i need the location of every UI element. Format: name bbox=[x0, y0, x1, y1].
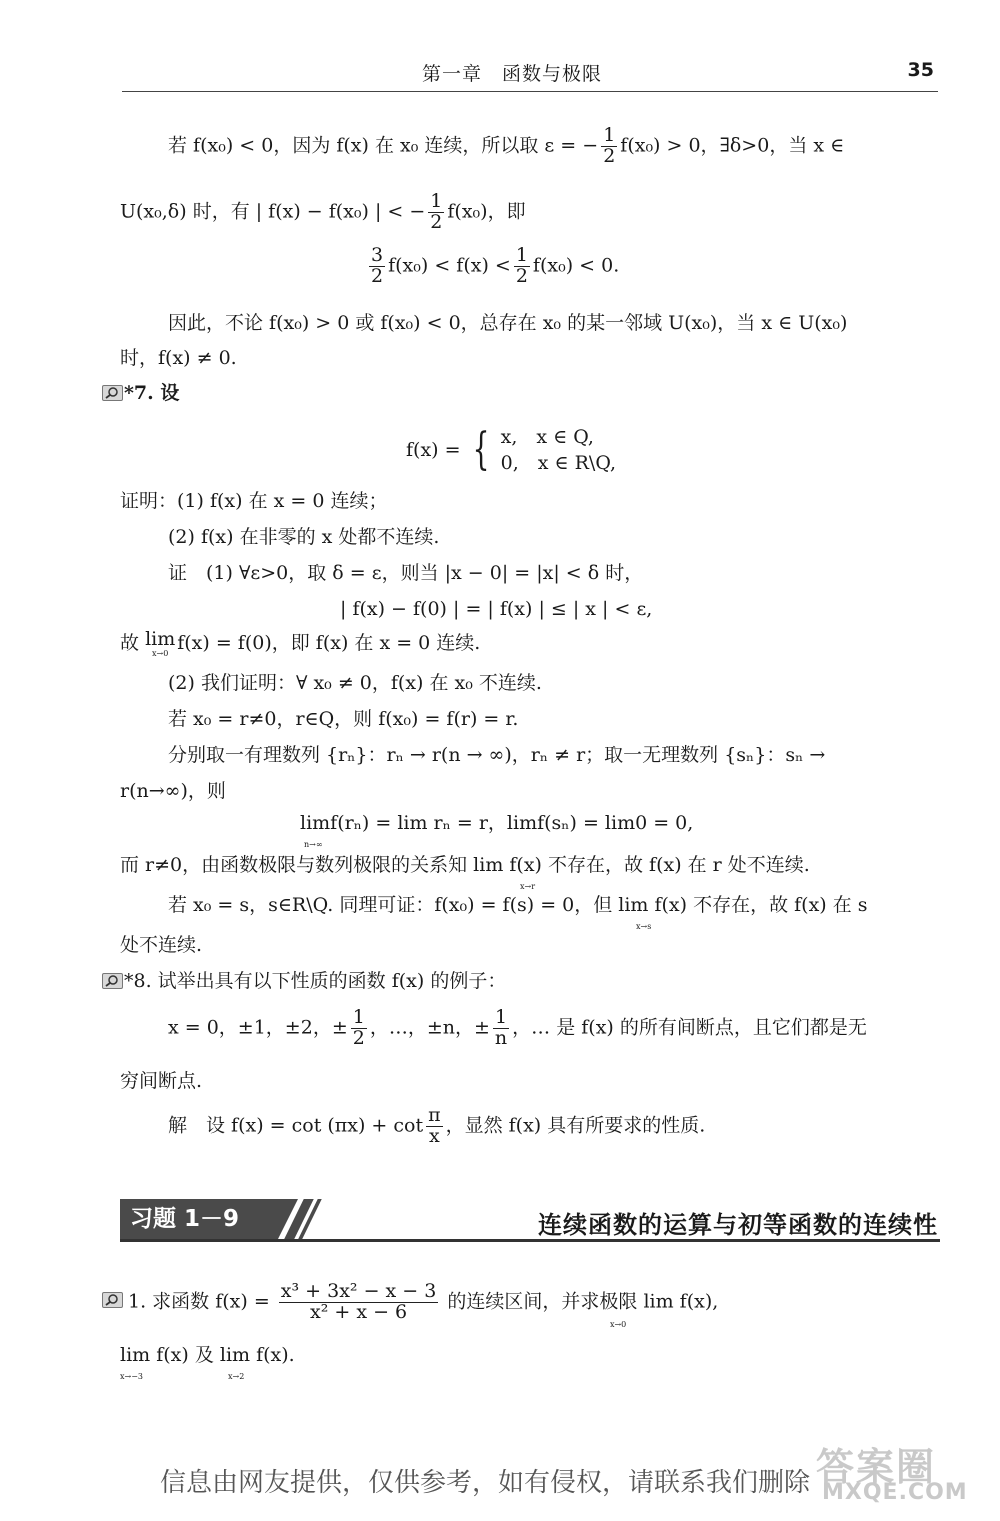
text-run: ，… 是 f(x) 的所有间断点，且它们都是无 bbox=[512, 1016, 867, 1039]
fraction bbox=[279, 1282, 439, 1323]
lim-text: lim bbox=[145, 628, 176, 650]
display-equation bbox=[366, 246, 619, 287]
fraction bbox=[351, 1008, 367, 1049]
text-run: 故 bbox=[120, 632, 140, 654]
proof-line: r(n→∞)，则 bbox=[120, 780, 226, 802]
proof-line: 穷间断点. bbox=[120, 1070, 203, 1092]
fraction bbox=[426, 1106, 443, 1147]
text-run: 解 设 f(x) = cot (πx) + cot bbox=[168, 1114, 424, 1137]
magnifier-icon bbox=[102, 1292, 123, 1308]
numerator: 1 bbox=[430, 190, 443, 212]
text-run: f(x) = f(0)，即 f(x) 在 x = 0 连续. bbox=[177, 632, 481, 654]
watermark-logo bbox=[816, 1436, 986, 1516]
solution-line bbox=[168, 1106, 705, 1147]
lim-subscript: x→2 bbox=[228, 1372, 245, 1381]
text-run: f(x₀) < f(x) < bbox=[388, 254, 511, 277]
text-run: f(x₀) > 0，∃δ>0，当 x ∈ bbox=[620, 134, 845, 157]
display-equation: | f(x) − f(0) | = | f(x) | ≤ | x | < ε, bbox=[340, 598, 653, 620]
text-run: 1. 求函数 f(x) = bbox=[128, 1290, 270, 1313]
proof-line: 分别取一有理数列 {rₙ}：rₙ → r(n → ∞)，rₙ ≠ r；取一无理数列 {sₙ}：sₙ → bbox=[168, 744, 826, 766]
fraction bbox=[493, 1008, 509, 1049]
fraction bbox=[514, 246, 530, 287]
case-1: x, x ∈ Q, bbox=[500, 426, 594, 448]
text-run: 若 x₀ = s，s∈R\Q. 同理可证：f(x₀) = f(s) = 0，但 lim f(x) 不存在，故 f(x) 在 s bbox=[168, 894, 868, 916]
numerator: 1 bbox=[515, 244, 528, 266]
piecewise-definition bbox=[406, 424, 616, 476]
text-run: f(x) = bbox=[406, 439, 461, 461]
lim-subscript: x→r bbox=[520, 882, 536, 891]
text-run: f(x₀)，即 bbox=[447, 200, 526, 223]
proof-line: 因此，不论 f(x₀) > 0 或 f(x₀) < 0，总存在 x₀ 的某一邻域 U(x₀)，当 x ∈ U(x₀) bbox=[168, 312, 848, 334]
proof-line: 证 (1) ∀ε>0，取 δ = ε，则当 |x − 0| = |x| < δ 时， bbox=[168, 562, 644, 584]
limit-operator bbox=[145, 630, 175, 658]
lim-subscript: x→0 bbox=[609, 1320, 627, 1329]
text-run: f(x₀) < 0. bbox=[532, 254, 620, 277]
numerator: π bbox=[428, 1104, 441, 1126]
section-label: 习题 1－9 bbox=[120, 1199, 278, 1239]
denominator: 2 bbox=[352, 1026, 365, 1049]
numerator: 3 bbox=[371, 244, 384, 266]
fraction bbox=[601, 126, 617, 167]
denominator: x bbox=[429, 1124, 440, 1147]
magnifier-icon bbox=[102, 385, 123, 401]
text-run: 而 r≠0，由函数极限与数列极限的关系知 lim f(x) 不存在，故 f(x) 在 r 处不连续. bbox=[120, 854, 810, 876]
proof-line bbox=[120, 192, 526, 233]
numerator: x³ + 3x² − x − 3 bbox=[280, 1280, 437, 1302]
problem-7-heading: *7. 设 bbox=[124, 382, 180, 404]
denominator: 2 bbox=[515, 264, 528, 287]
watermark-url: MXQE.COM bbox=[822, 1480, 968, 1505]
text-run: limf(rₙ) = lim rₙ = r，limf(sₙ) = lim0 = 0, bbox=[300, 812, 694, 834]
magnifier-icon bbox=[102, 973, 123, 989]
section-banner bbox=[120, 1199, 940, 1241]
lim-subscript: x→s bbox=[636, 922, 652, 931]
proof-line: (2) 我们证明：∀ x₀ ≠ 0，f(x) 在 x₀ 不连续. bbox=[168, 672, 542, 694]
proof-line: 处不连续. bbox=[120, 934, 203, 956]
text-run: ，显然 f(x) 具有所要求的性质. bbox=[445, 1114, 706, 1137]
denominator: n bbox=[494, 1026, 508, 1049]
left-brace: { bbox=[472, 424, 489, 475]
proof-line bbox=[120, 852, 810, 891]
text-run: lim f(x) 及 lim f(x). bbox=[120, 1344, 295, 1366]
proof-line: 证明：(1) f(x) 在 x = 0 连续； bbox=[120, 490, 388, 512]
numerator: 1 bbox=[352, 1006, 365, 1028]
section-title: 连续函数的运算与初等函数的连续性 bbox=[538, 1211, 938, 1239]
lim-subscript: x→−3 bbox=[120, 1372, 144, 1381]
chapter-title: 第一章 函数与极限 bbox=[422, 63, 603, 85]
lim-subscript: x→0 bbox=[151, 649, 169, 658]
text-run: ，…，±n，± bbox=[369, 1016, 490, 1039]
exercise-1-continued bbox=[120, 1342, 295, 1381]
proof-line bbox=[120, 630, 480, 658]
text-run: 的连续区间，并求极限 lim f(x), bbox=[447, 1290, 719, 1313]
numerator: 1 bbox=[603, 124, 616, 146]
denominator: x² + x − 6 bbox=[310, 1300, 408, 1323]
denominator: 2 bbox=[371, 264, 384, 287]
denominator: 2 bbox=[430, 210, 443, 233]
text-run: x = 0，±1，±2，± bbox=[168, 1016, 348, 1039]
fraction bbox=[428, 192, 444, 233]
text-run: 若 f(x₀) < 0，因为 f(x) 在 x₀ 连续，所以取 ε = − bbox=[168, 134, 599, 157]
proof-line bbox=[168, 892, 868, 931]
text-run: *8. 试举出具有以下性质的函数 f(x) 的例子： bbox=[124, 970, 507, 992]
lim-subscript: n→∞ bbox=[304, 840, 323, 849]
numerator: 1 bbox=[493, 1008, 509, 1029]
page-number: 35 bbox=[907, 59, 934, 81]
exercise-1 bbox=[128, 1280, 719, 1329]
display-equation bbox=[300, 810, 694, 849]
proof-line: 若 x₀ = r≠0，r∈Q，则 f(x₀) = f(r) = r. bbox=[168, 708, 519, 730]
denominator: 2 bbox=[603, 144, 616, 167]
text-run: U(x₀,δ) 时，有 | f(x) − f(x₀) | < − bbox=[120, 200, 426, 223]
proof-line: (2) f(x) 在非零的 x 处都不连续. bbox=[168, 526, 440, 548]
cases bbox=[501, 424, 616, 476]
section-rule bbox=[120, 1239, 940, 1242]
fraction bbox=[369, 246, 385, 287]
footer-notice: 信息由网友提供，仅供参考，如有侵权，请联系我们删除 bbox=[160, 1468, 811, 1498]
watermark-text: 答案圈 bbox=[816, 1445, 937, 1489]
proof-line bbox=[168, 1008, 867, 1049]
case-2: 0, x ∈ R\Q, bbox=[500, 452, 617, 474]
problem-8-heading bbox=[124, 968, 506, 994]
proof-line bbox=[168, 126, 844, 167]
proof-line: 时，f(x) ≠ 0. bbox=[120, 347, 237, 369]
page-header bbox=[122, 55, 938, 92]
